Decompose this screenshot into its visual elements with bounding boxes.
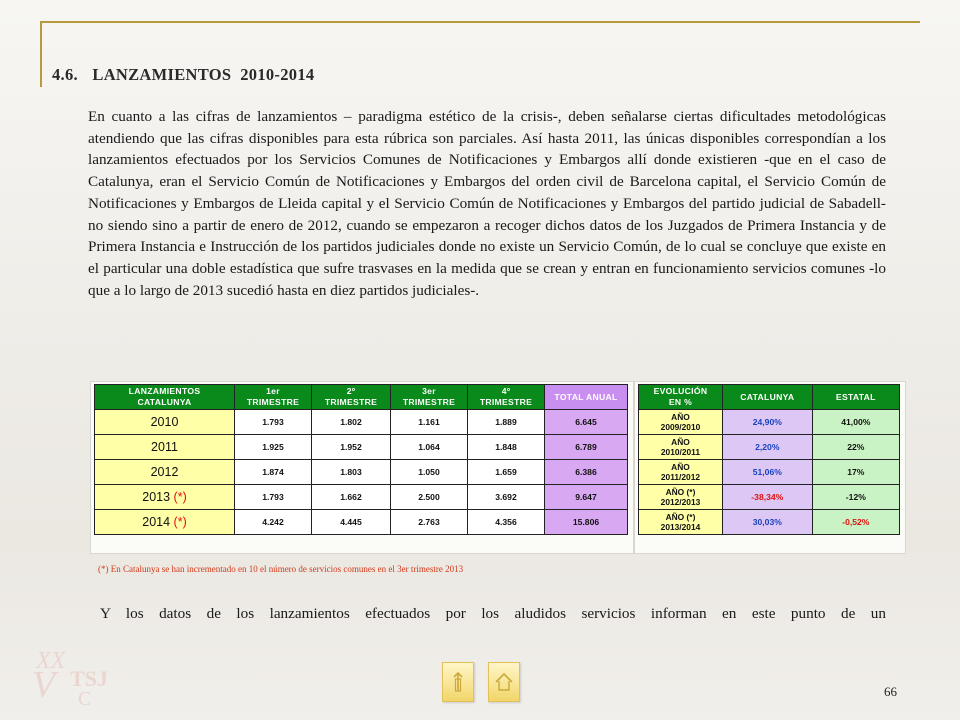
table2-header-cell: CATALUNYA — [722, 385, 812, 410]
closing-paragraph: Y los datos de los lanzamientos efectuados por los aludidos servicios informan en este punto de un — [100, 605, 886, 622]
quarter-value: 1.050 — [391, 460, 468, 485]
table-row — [639, 460, 900, 485]
year-cell — [95, 485, 235, 510]
period-cell — [639, 410, 723, 435]
table1-header-cell: 2º TRIMESTRE — [312, 385, 391, 410]
year-label: 2014 — [142, 515, 171, 529]
period-label: AÑO — [671, 412, 690, 422]
total-value: 6.386 — [545, 460, 628, 485]
quarter-value: 1.662 — [312, 485, 391, 510]
period-label: AÑO — [671, 437, 690, 447]
estatal-value: 22% — [812, 435, 899, 460]
year-cell — [95, 410, 235, 435]
year-cell — [95, 510, 235, 535]
top-rule — [40, 21, 920, 23]
estatal-value: -0,52% — [812, 510, 899, 535]
period-cell — [639, 435, 723, 460]
table-row — [639, 435, 900, 460]
logo-roman: XX — [36, 648, 66, 674]
quarter-value: 1.848 — [468, 435, 545, 460]
table-row — [639, 410, 900, 435]
period-cell — [639, 460, 723, 485]
year-cell — [95, 460, 235, 485]
table-row — [95, 435, 628, 460]
quarter-value: 1.659 — [468, 460, 545, 485]
table2-header-cell: EVOLUCIÓN EN % — [639, 385, 723, 410]
quarter-value: 3.692 — [468, 485, 545, 510]
period-range: 2009/2010 — [660, 422, 701, 432]
intro-paragraph: En cuanto a las cifras de lanzamientos – paradigma estético de la crisis-, deben señalarse ciertas dificultades metodológicas atendiendo que las cifras disponibles para esta rúbrica son parciales. Así hasta 2011, las únicas disponibles correspondían a los lanzamientos efectuados por los Servicios Comunes de Notificaciones y Embargos allí donde existieren -que en el caso de Catalunya, eran el Servicio Común de Notificaciones y Embargos del orden civil de Barcelona capital, el Servicio Común de Notificaciones y Embargos de Lleida capital y el Servicio Común de Notificaciones y Embargos del partido judicial de Sabadell- no siendo sino a partir de enero de 2012, cuando se empezaron a recoger dichos datos de los Juzgados de Primera Instancia y de Primera Instancia e Instrucción de los partidos judiciales donde no existe un Servicio Común, de lo cual se concluye que existe en el particular una doble estadística que sufre trasvases en la medida que se crean y entran en funcionamiento servicios comunes -lo que a lo largo de 2013 sucedió hasta en diez partidos judiciales-. — [88, 108, 886, 299]
table1-header-cell: 3er TRIMESTRE — [391, 385, 468, 410]
logo-abbr: TSJ — [70, 666, 108, 691]
quarter-value: 1.161 — [391, 410, 468, 435]
quarter-value: 2.500 — [391, 485, 468, 510]
catalunya-value: -38,34% — [722, 485, 812, 510]
period-label: AÑO (*) — [665, 512, 696, 522]
tsj-logo — [30, 648, 108, 710]
quarter-value: 1.952 — [312, 435, 391, 460]
total-value: 6.645 — [545, 410, 628, 435]
year-label: 2011 — [151, 440, 178, 454]
table-row — [639, 485, 900, 510]
period-label: AÑO — [671, 462, 690, 472]
table-row — [95, 485, 628, 510]
home-icon — [494, 671, 514, 693]
estatal-value: 17% — [812, 460, 899, 485]
estatal-value: 41,00% — [812, 410, 899, 435]
table1-header-cell: TOTAL ANUAL — [545, 385, 628, 410]
table1-header-row — [95, 385, 628, 410]
table-row — [95, 510, 628, 535]
quarter-value: 1.793 — [235, 485, 312, 510]
catalunya-value: 51,06% — [722, 460, 812, 485]
total-value: 15.806 — [545, 510, 628, 535]
table1-header-cell: 1er TRIMESTRE — [235, 385, 312, 410]
page-number: 66 — [884, 684, 897, 699]
period-cell — [639, 485, 723, 510]
table1-header-cell: LANZAMIENTOS CATALUNYA — [95, 385, 235, 410]
quarter-value: 1.793 — [235, 410, 312, 435]
year-label: 2010 — [150, 415, 179, 429]
catalunya-value: 2,20% — [722, 435, 812, 460]
total-value: 6.789 — [545, 435, 628, 460]
table1-body — [95, 410, 628, 535]
quarter-value: 4.242 — [235, 510, 312, 535]
quarter-value: 1.803 — [312, 460, 391, 485]
section-heading — [52, 65, 314, 85]
quarter-value: 4.445 — [312, 510, 391, 535]
total-value: 9.647 — [545, 485, 628, 510]
section-title: LANZAMIENTOS 2010-2014 — [92, 65, 315, 84]
table-row — [95, 460, 628, 485]
section-number: 4.6. — [52, 65, 78, 84]
quarter-value: 1.874 — [235, 460, 312, 485]
evolucion-table — [638, 384, 900, 535]
table-row — [639, 510, 900, 535]
quarter-value: 4.356 — [468, 510, 545, 535]
catalunya-value: 24,90% — [722, 410, 812, 435]
quarter-value: 1.889 — [468, 410, 545, 435]
quarter-value: 1.925 — [235, 435, 312, 460]
period-cell — [639, 510, 723, 535]
quarter-value: 2.763 — [391, 510, 468, 535]
quarter-value: 1.802 — [312, 410, 391, 435]
table2-body — [639, 410, 900, 535]
table-row — [95, 410, 628, 435]
year-cell — [95, 435, 235, 460]
period-range: 2010/2011 — [660, 447, 701, 457]
year-label: 2012 — [150, 465, 179, 479]
logo-letter: V — [32, 664, 56, 706]
lanzamientos-table — [94, 384, 628, 535]
estatal-value: -12% — [812, 485, 899, 510]
table-footnote: (*) En Catalunya se han incrementado en 10 el número de servicios comunes en el 3er trimestre 2013 — [98, 564, 464, 574]
period-range: 2012/2013 — [660, 497, 701, 507]
table1-header-cell: 4º TRIMESTRE — [468, 385, 545, 410]
year-mark: (*) — [173, 490, 187, 504]
year-mark: (*) — [173, 515, 187, 529]
logo-c: C — [78, 688, 92, 710]
period-label: AÑO (*) — [665, 487, 696, 497]
table2-header-row — [639, 385, 900, 410]
catalunya-value: 30,03% — [722, 510, 812, 535]
home-button[interactable] — [488, 662, 520, 702]
up-arrow-icon — [448, 671, 468, 693]
table2-header-cell: ESTATAL — [812, 385, 899, 410]
period-range: 2013/2014 — [660, 522, 701, 532]
quarter-value: 1.064 — [391, 435, 468, 460]
year-label: 2013 — [142, 490, 171, 504]
left-rule — [40, 21, 42, 87]
up-button[interactable] — [442, 662, 474, 702]
period-range: 2011/2012 — [660, 472, 701, 482]
